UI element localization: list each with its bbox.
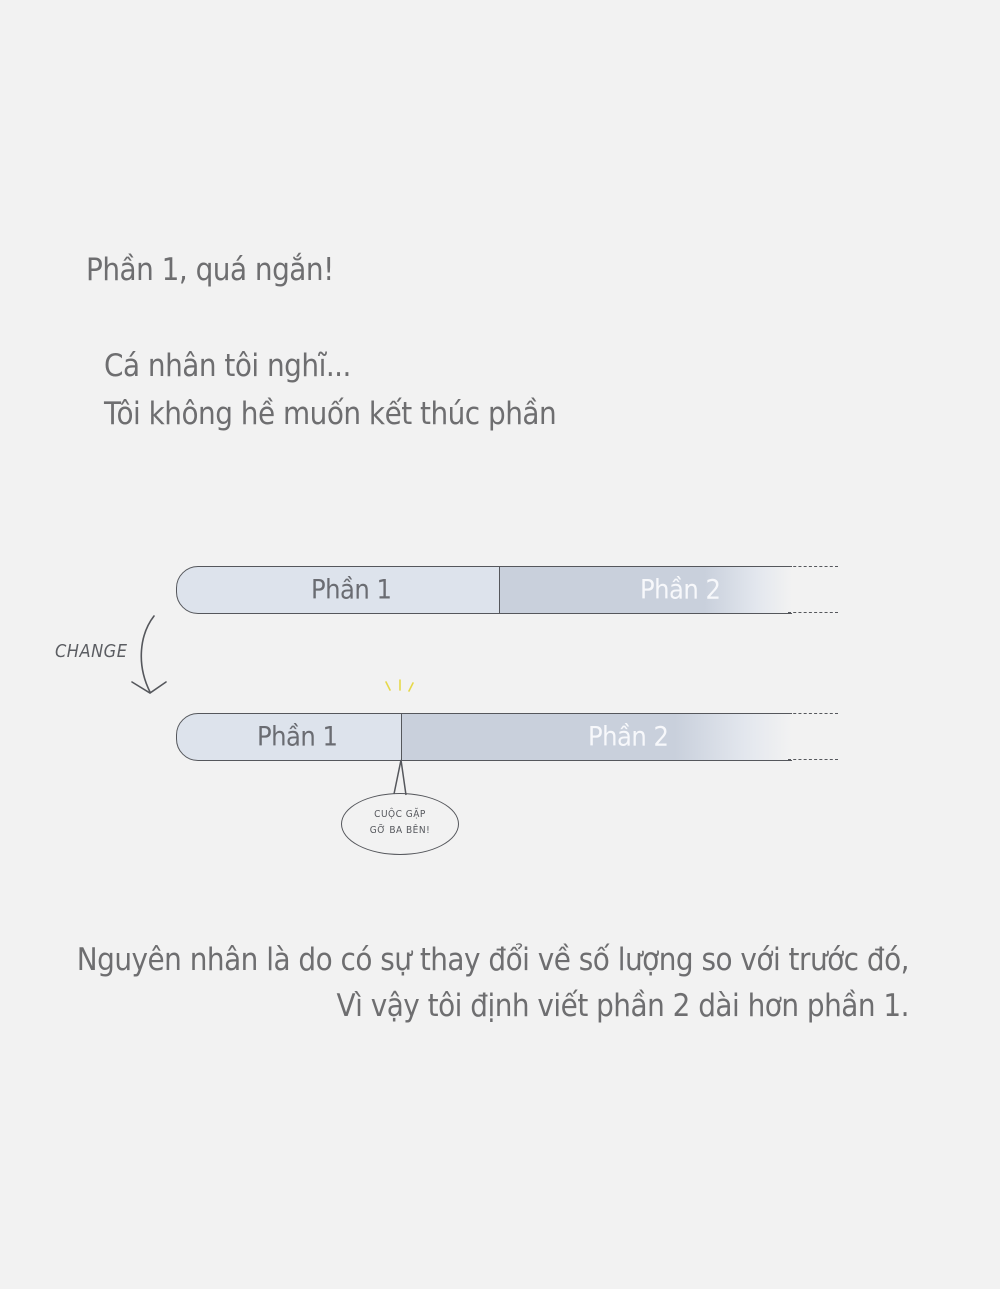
- dashed-edge-top: [788, 566, 838, 567]
- bubble-tail: [390, 758, 410, 798]
- outro-line-2: Vì vậy tôi định viết phần 2 dài hơn phần 1.: [336, 988, 909, 1024]
- timeline-after: [176, 713, 836, 761]
- speech-bubble-line-2: GỠ BA BÊN!: [369, 825, 431, 836]
- timeline-before-part2-label: Phần 2: [640, 574, 721, 606]
- intro-line-1: Cá nhân tôi nghĩ...: [104, 348, 351, 384]
- timeline-after-part2-label: Phần 2: [588, 721, 669, 753]
- timeline-after-part1: [176, 713, 402, 761]
- timeline-before-part2: [500, 566, 792, 614]
- timeline-before: [176, 566, 836, 614]
- speech-bubble: [341, 793, 459, 855]
- sparkle-icon: [380, 678, 420, 698]
- timeline-after-part1-label: Phần 1: [257, 721, 338, 753]
- timeline-after-part2: [402, 713, 792, 761]
- intro-line-2: Tôi không hề muốn kết thúc phần: [104, 396, 557, 432]
- dashed-edge-top: [788, 713, 838, 714]
- curved-arrow-icon: [126, 612, 174, 700]
- dashed-edge-bottom: [788, 612, 838, 613]
- dashed-edge-bottom: [788, 759, 838, 760]
- outro-line-1: Nguyên nhân là do có sự thay đổi về số lượng so với trước đó,: [76, 942, 909, 978]
- change-label: CHANGE: [55, 641, 128, 662]
- intro-heading: Phần 1, quá ngắn!: [86, 252, 334, 288]
- speech-bubble-line-1: CUỘC GẶP: [374, 809, 426, 820]
- timeline-before-part1-label: Phần 1: [311, 574, 392, 606]
- timeline-before-part1: [176, 566, 500, 614]
